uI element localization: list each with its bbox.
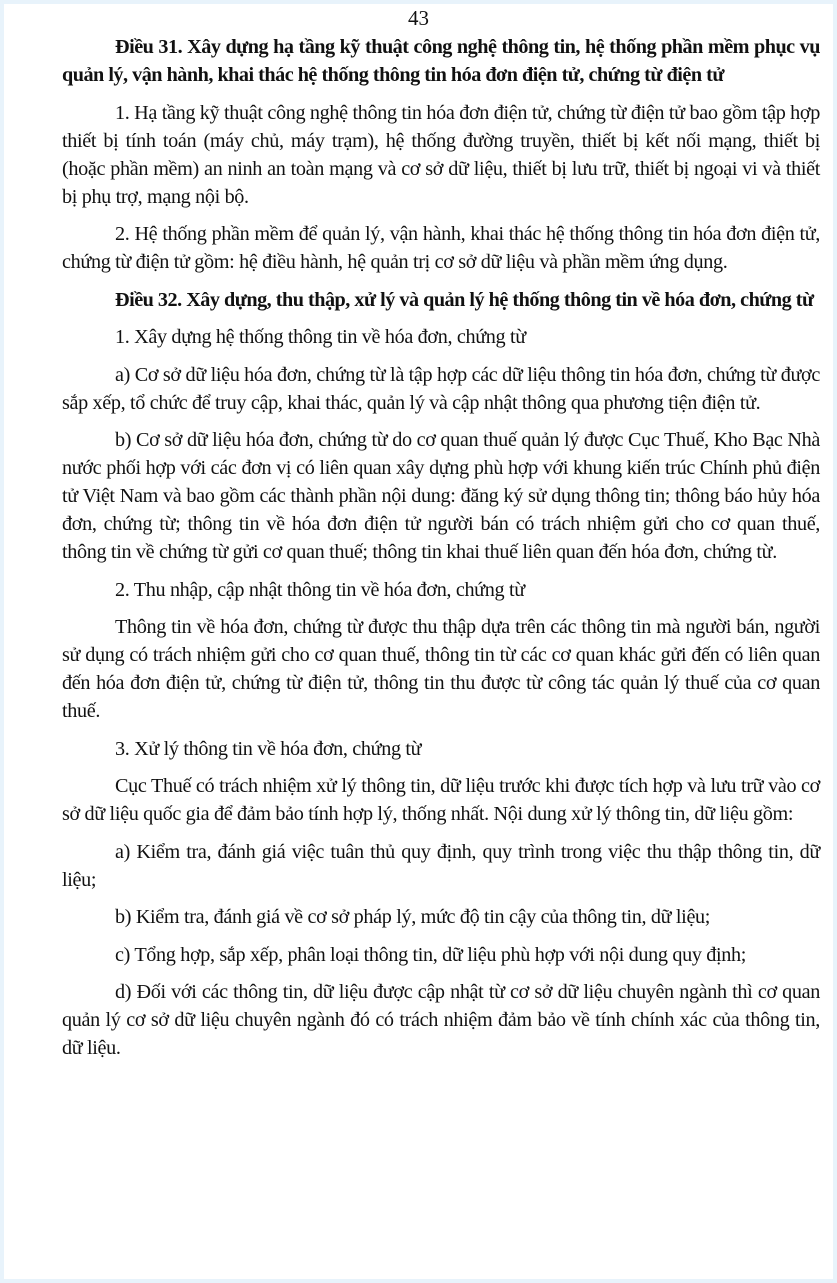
document-body	[62, 33, 820, 1072]
article-32-clause-3-title: 3. Xử lý thông tin về hóa đơn, chứng từ	[115, 737, 422, 760]
article-31-paragraph-1: 1. Hạ tầng kỹ thuật công nghệ thông tin hóa đơn điện tử, chứng từ điện tử bao gồm tập hợp thiết bị tính toán (máy chủ, máy trạm), hệ thống đường truyền, thiết bị kết nối mạng, thiết bị (hoặc phần mềm) an ninh an toàn mạng và cơ sở dữ liệu, thiết bị lưu trữ, thiết bị ngoại vi và thiết bị phụ trợ, mạng nội bộ.	[62, 101, 820, 208]
article-32-clause-1-title: 1. Xây dựng hệ thống thông tin về hóa đơn, chứng từ	[115, 326, 526, 348]
article-31-paragraph-2: 2. Hệ thống phần mềm để quản lý, vận hành, khai thác hệ thống thông tin hóa đơn điện tử, chứng từ điện tử gồm: hệ điều hành, hệ quản trị cơ sở dữ liệu và phần mềm ứng dụng.	[62, 223, 820, 273]
article-32-clause-3-body: Cục Thuế có trách nhiệm xử lý thông tin, dữ liệu trước khi được tích hợp và lưu trữ vào cơ sở dữ liệu quốc gia để đảm bảo tính hợp lý, thống nhất. Nội dung xử lý thông tin, dữ liệu gồm:	[62, 775, 820, 825]
article-32-clause-3-point-a: a) Kiểm tra, đánh giá việc tuân thủ quy định, quy trình trong việc thu thập thông tin, dữ liệu;	[62, 840, 820, 891]
article-32-clause-1-point-a: a) Cơ sở dữ liệu hóa đơn, chứng từ là tập hợp các dữ liệu thông tin hóa đơn, chứng từ được sắp xếp, tổ chức để truy cập, khai thác, quản lý và cập nhật thông qua phương tiện điện tử.	[62, 363, 820, 414]
document-page	[4, 4, 833, 1279]
article-31-heading: Điều 31. Xây dựng hạ tầng kỹ thuật công nghệ thông tin, hệ thống phần mềm phục vụ quản lý, vận hành, khai thác hệ thống thông tin hóa đơn điện tử, chứng từ điện tử	[62, 36, 820, 86]
article-32-heading: Điều 32. Xây dựng, thu thập, xử lý và quản lý hệ thống thông tin về hóa đơn, chứng từ	[115, 288, 814, 311]
article-32-clause-3-point-d: d) Đối với các thông tin, dữ liệu được cập nhật từ cơ sở dữ liệu chuyên ngành thì cơ quan quản lý cơ sở dữ liệu chuyên ngành đó có trách nhiệm đảm bảo về tính chính xác của thông tin, dữ liệu.	[62, 981, 820, 1059]
article-32-clause-3-point-c: c) Tổng hợp, sắp xếp, phân loại thông tin, dữ liệu phù hợp với nội dung quy định;	[115, 943, 747, 966]
article-32-clause-2-body: Thông tin về hóa đơn, chứng từ được thu thập dựa trên các thông tin mà người bán, người sử dụng có trách nhiệm gửi cho cơ quan thuế, thông tin từ các cơ quan khác gửi đến có liên quan đến hóa đơn điện tử, chứng từ điện tử, thông tin thu được từ công tác quản lý thuế của cơ quan thuế.	[62, 616, 820, 722]
article-32-clause-2-title: 2. Thu nhập, cập nhật thông tin về hóa đơn, chứng từ	[115, 578, 525, 601]
page-number: 43	[408, 6, 429, 30]
article-32-clause-1-point-b: b) Cơ sở dữ liệu hóa đơn, chứng từ do cơ quan thuế quản lý được Cục Thuế, Kho Bạc Nhà nước phối hợp với các đơn vị có liên quan xây dựng phù hợp với khung kiến trúc Chính phủ điện tử Việt Nam và bao gồm các thành phần nội dung: đăng ký sử dụng thông tin; thông báo hủy hóa đơn, chứng từ; thông tin về hóa đơn điện tử người bán có trách nhiệm gửi cho cơ quan thuế, thông tin về chứng từ gửi cơ quan thuế; thông tin khai thuế liên quan đến hóa đơn, chứng từ.	[62, 429, 820, 563]
article-32-clause-3-point-b: b) Kiểm tra, đánh giá về cơ sở pháp lý, mức độ tin cậy của thông tin, dữ liệu;	[115, 906, 711, 928]
